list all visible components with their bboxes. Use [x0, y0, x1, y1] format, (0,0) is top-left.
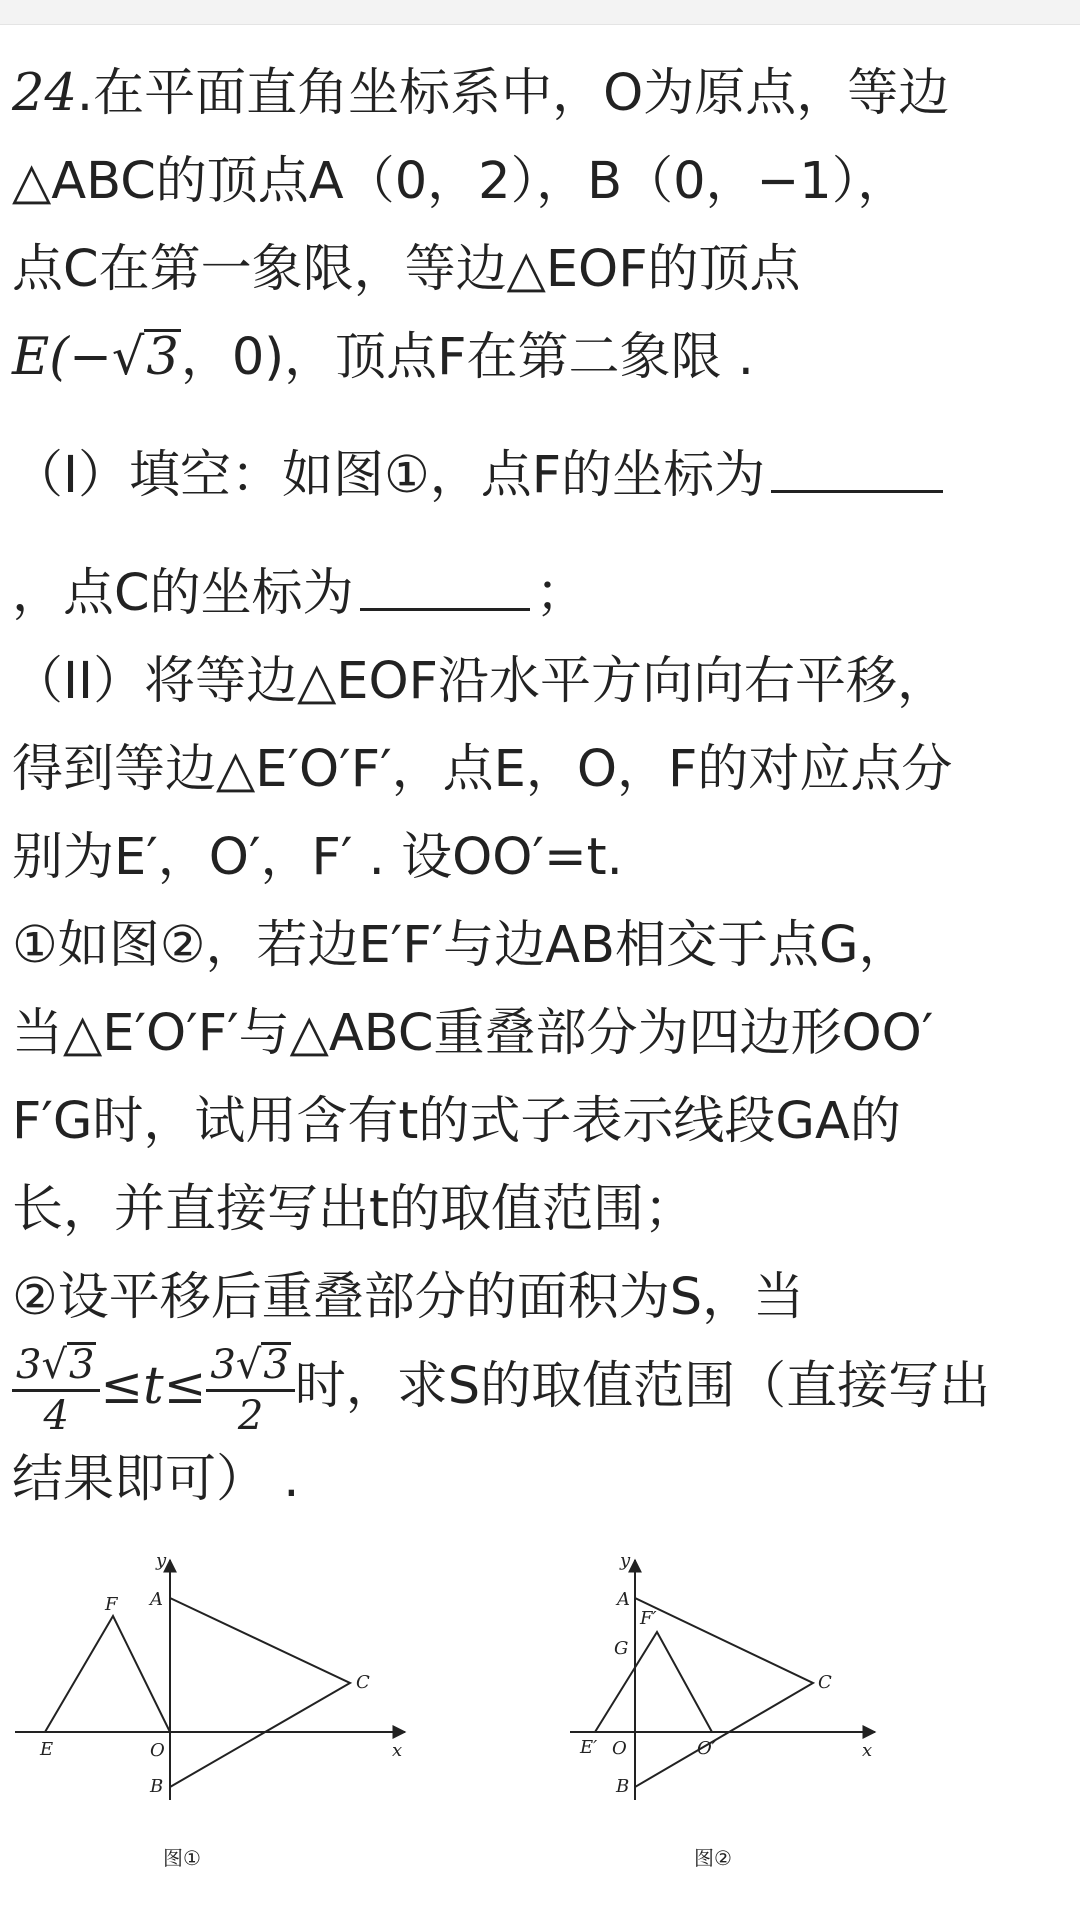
answer-blank-c[interactable]: [360, 582, 530, 611]
problem-number: 24: [12, 64, 77, 123]
fig1-label-a: A: [150, 1589, 163, 1610]
fig2-triangle-e2o2f2: [595, 1632, 712, 1732]
fig1-label-o: O: [150, 1740, 165, 1761]
top-bar: [0, 0, 1080, 25]
figures: [0, 1550, 1080, 1880]
sqrt-radicand: 3: [146, 328, 179, 387]
fig2-label-x: x: [862, 1740, 873, 1761]
fig1-label-e: E: [40, 1739, 54, 1760]
fig2-label-o2: O′: [697, 1738, 716, 1759]
fig2-caption: 图②: [694, 1846, 732, 1870]
question1-line-2: 当△E′O′F′与△ABC重叠部分为四边形OO′: [12, 1004, 934, 1063]
question1-line-4: 长，并直接写出t的取值范围；: [12, 1180, 695, 1239]
part2-line-1: （II）将等边△EOF沿水平方向向右平移，: [12, 652, 949, 711]
problem-line-3: 点C在第一象限，等边△EOF的顶点: [12, 240, 801, 299]
problem-line-4: E(−√3，0)，顶点F在第二象限 .: [12, 328, 754, 387]
fig2-label-b: B: [616, 1776, 630, 1797]
fig1-triangle-abc: [170, 1598, 350, 1787]
question2-line-1: ②设平移后重叠部分的面积为S，当: [12, 1268, 805, 1327]
question2-line-2: $\frac{3√3}{4}$ ≤t≤ $\frac{3√3}{2}$ 时，求S的取值范围（直接写出: [12, 1342, 1072, 1436]
fig1-label-y: y: [156, 1550, 167, 1571]
problem-line-2: △ABC的顶点A（0，2），B（0，−1），: [12, 152, 909, 211]
fraction-lower-bound: $\frac{3√3}{4}$: [12, 1342, 100, 1436]
question2-line-3: 结果即可） .: [12, 1450, 300, 1509]
question1-line-3: F′G时，试用含有t的式子表示线段GA的: [12, 1092, 901, 1151]
fig2-label-a: A: [617, 1589, 630, 1610]
fig2-triangle-abc: [635, 1598, 813, 1787]
problem-line-1: 24.在平面直角坐标系中，O为原点，等边: [12, 64, 950, 123]
fig1-label-x: x: [392, 1740, 403, 1761]
part1-line-1: （I）填空：如图①，点F的坐标为: [12, 432, 1072, 520]
fig1-caption: 图①: [163, 1846, 201, 1870]
fig2-label-y: y: [620, 1550, 631, 1571]
fig2-label-c: C: [818, 1672, 832, 1693]
fig1-label-c: C: [356, 1672, 370, 1693]
fig1-triangle-eof: [45, 1616, 170, 1732]
part2-line-2: 得到等边△E′O′F′，点E，O，F的对应点分: [12, 740, 953, 799]
part1-line-2: ，点C的坐标为 ；: [12, 564, 587, 623]
fig2-label-e2: E′: [580, 1737, 598, 1758]
fig1-label-f: F: [105, 1594, 118, 1615]
question1-line-1: ①如图②，若边E′F′与边AB相交于点G，: [12, 916, 910, 975]
fig2-label-g: G: [614, 1638, 629, 1659]
part2-line-3: 别为E′，O′，F′ . 设OO′=t.: [12, 828, 623, 887]
answer-blank-f[interactable]: [771, 464, 943, 493]
problem-text: [12, 50, 1072, 1524]
sqrt-symbol: √: [111, 328, 145, 387]
fig1-label-b: B: [150, 1776, 164, 1797]
fig2-label-o: O: [612, 1738, 627, 1759]
fraction-upper-bound: $\frac{3√3}{2}$: [206, 1342, 294, 1436]
figure-1: [0, 1550, 1080, 1880]
fig2-label-f2: F′: [640, 1608, 657, 1629]
